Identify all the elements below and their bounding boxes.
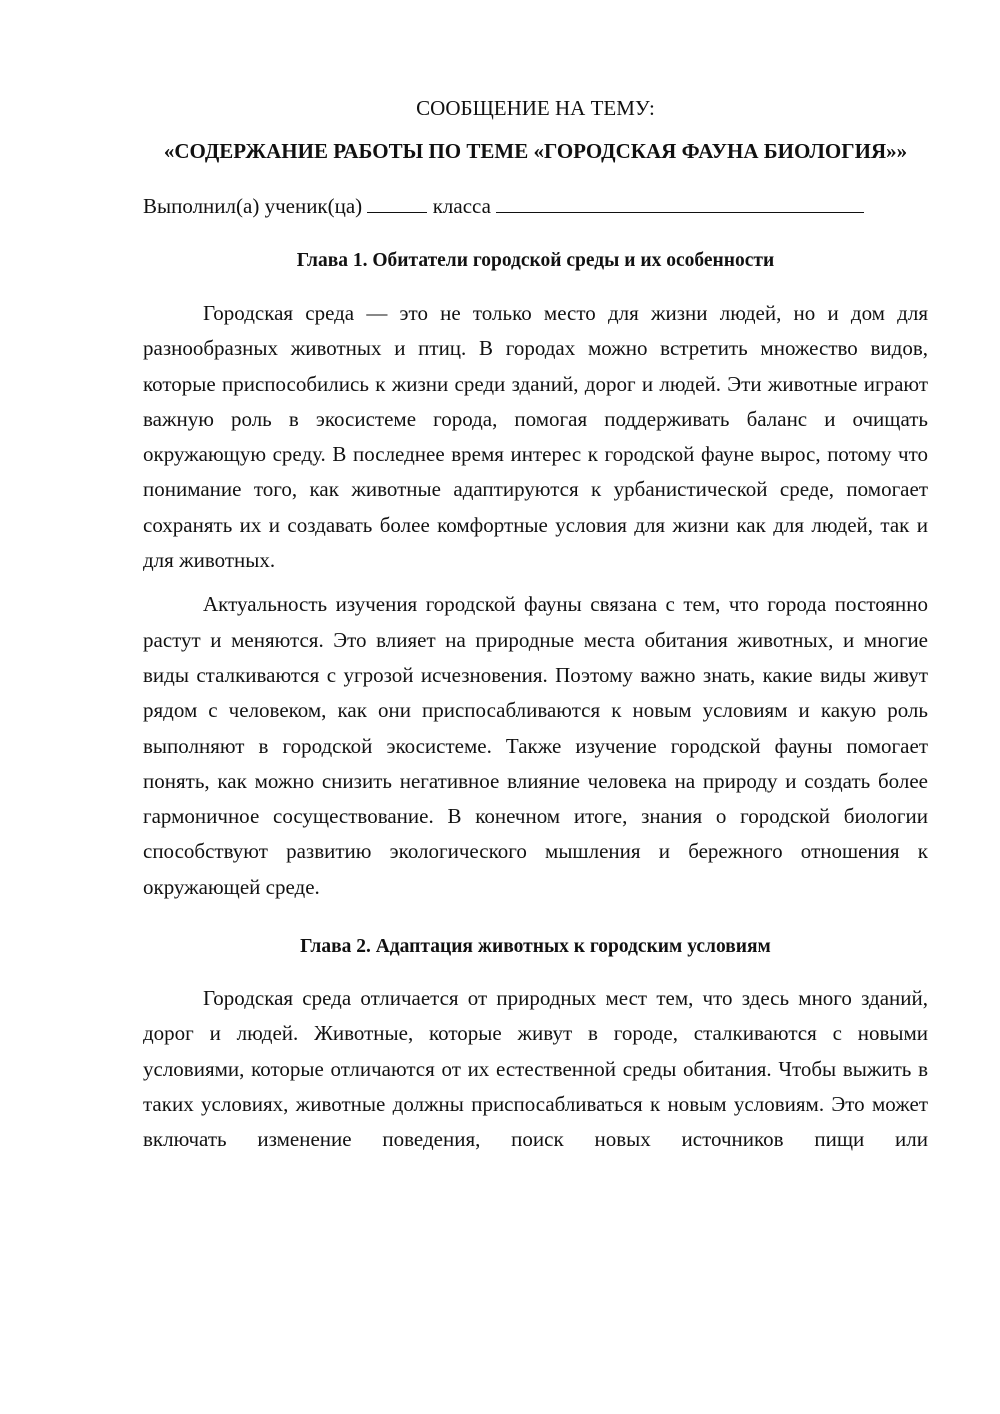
student-name-blank: [496, 192, 864, 213]
chapter-2-paragraph-1: Городская среда отличается от природных мест тем, что здесь много зданий, дорог и людей. Животные, которые живут в городе, сталкиваются с новыми условиями, которые отличаются от их естественной среды обитания. Чтобы выжить в таких условиях, животные должны приспосабливаться к новым условиям. Это может включать изменение поведения, поиск новых источников пищи или: [143, 986, 928, 1152]
document-title: «СОДЕРЖАНИЕ РАБОТЫ ПО ТЕМЕ «ГОРОДСКАЯ ФАУНА БИОЛОГИЯ»»: [163, 139, 908, 163]
chapter-1-title: Глава 1. Обитатели городской среды и их особенности: [296, 250, 775, 271]
performed-by-label: Выполнил(а) ученик(ца): [143, 194, 363, 218]
class-number-blank: [367, 192, 427, 213]
chapter-1-paragraph-1: Городская среда — это не только место для жизни людей, но и дом для разнообразных животных и птиц. В городах можно встретить множество видов, которые приспособились к жизни среди зданий, дорог и людей. Эти животные играют важную роль в экосистеме города, помогая поддерживать баланс и очищать окружающую среду. В последнее время интерес к городской фауне вырос, потому что понимание того, как животные адаптируются к урбанистической среде, помогает сохранять их и создавать более комфортные условия для жизни как для людей, так и для животных.: [143, 301, 928, 573]
chapter-2-title: Глава 2. Адаптация животных к городским условиям: [300, 936, 771, 958]
document-page: [143, 93, 928, 1158]
signature-line: [143, 191, 928, 221]
class-label: класса: [432, 194, 491, 218]
chapter-1-paragraph-2: Актуальность изучения городской фауны связана с тем, что города постоянно растут и меняются. Это влияет на природные места обитания животных, и многие виды сталкиваются с угрозой исчезновения. Поэтому важно знать, какие виды живут рядом с человеком, как они приспосабливаются к новым условиям и какую роль выполняют в городской экосистеме. Также изучение городской фауны помогает понять, как можно снизить негативное влияние человека на природу и создать более гармоничное сосуществование. В конечном итоге, знания о городской биологии способствуют развитию экологического мышления и бережного отношения к окружающей среде.: [143, 592, 928, 899]
document-type-heading: СООБЩЕНИЕ НА ТЕМУ:: [416, 96, 655, 120]
